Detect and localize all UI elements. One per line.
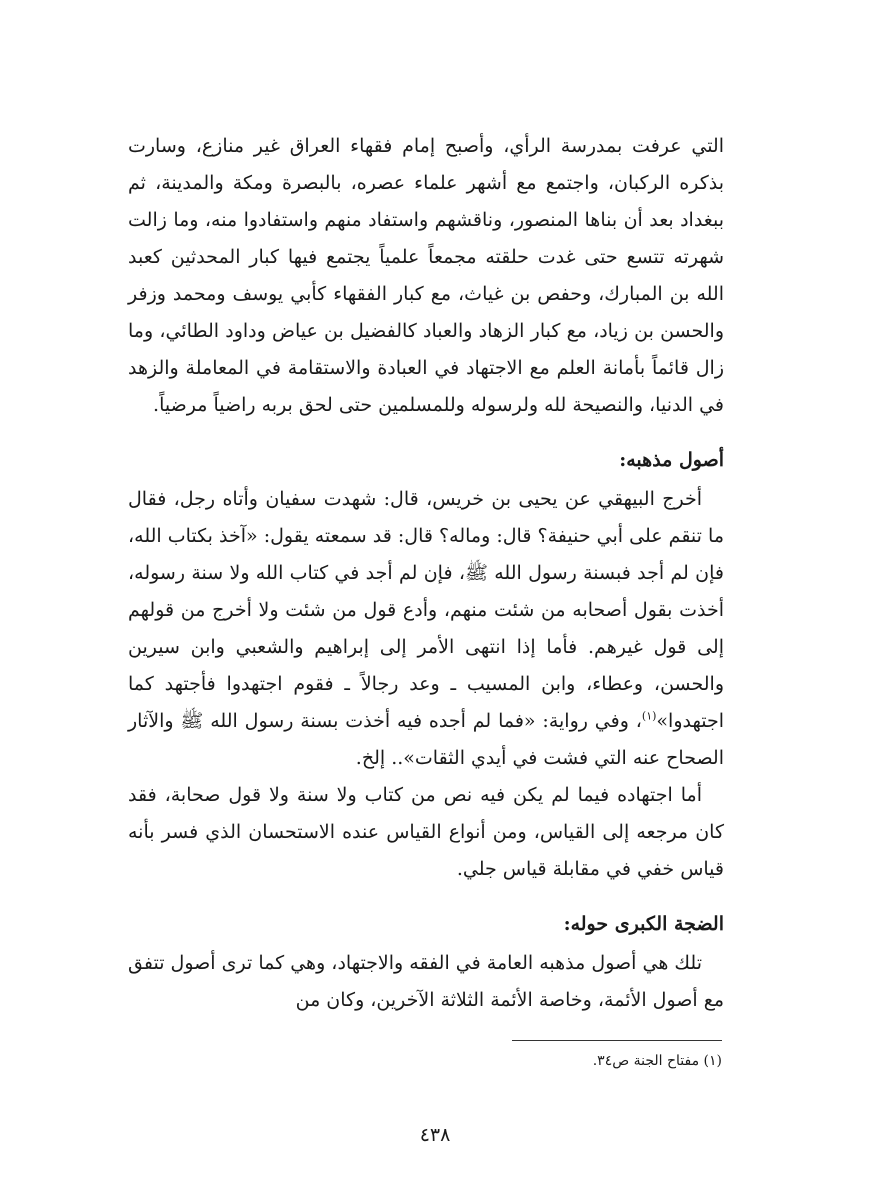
ijtihad-paragraph: أما اجتهاده فيما لم يكن فيه نص من كتاب ولا سنة ولا قول صحابة، فقد كان مرجعه إلى القياس، ومن أنواع القياس عنده الاستحسان الذي فسر بأنه قياس خفي في مقابلة قياس جلي. <box>128 784 724 880</box>
footnote-reference-1: (١) <box>641 709 657 723</box>
controversy-paragraph: تلك هي أصول مذهبه العامة في الفقه والاجتهاد، وهي كما ترى أصول تتفق مع أصول الأئمة، وخاصة الأئمة الثلاثة الآخرين، وكان من <box>128 952 724 1011</box>
bayhaqi-narration-paragraph <box>128 481 724 777</box>
page-number: ٤٣٨ <box>419 1124 451 1146</box>
section-heading-madhhab-principles: أصول مذهبه: <box>619 449 724 471</box>
intro-paragraph: التي عرفت بمدرسة الرأي، وأصبح إمام فقهاء العراق غير منازع، وسارت بذكره الركبان، واجتمع مع أشهر علماء عصره، بالبصرة ومكة والمدينة، ثم ببغداد بعد أن بناها المنصور، وناقشهم واستفاد منهم واستفادوا منه، وما زالت شهرته تتسع حتى غدت حلقته مجمعاً علمياً يجتمع فيها كبار المحدثين كعبد الله بن المبارك، وحفص بن غياث، مع كبار الفقهاء كأبي يوسف ومحمد وزفر والحسن بن زياد، مع كبار الزهاد والعباد كالفضيل بن عياض وداود الطائي، وما زال قائماً بأمانة العلم مع الاجتهاد في العبادة والاستقامة في المعاملة والزهد في الدنيا، والنصيحة لله ولرسوله وللمسلمين حتى لحق بربه راضياً مرضياً. <box>128 135 724 416</box>
footnote-1: (١) مفتاح الجنة ص٣٤. <box>592 1053 722 1069</box>
page-body <box>128 128 724 1019</box>
narration-text-after-ref: ، وفي رواية: «فما لم أجده فيه أخذت بسنة رسول الله ﷺ والآثار الصحاح عنه التي فشت في أيدي الثقات».. إلخ. <box>128 710 724 769</box>
footnote-divider <box>512 1040 722 1041</box>
narration-text-before-ref: أخرج البيهقي عن يحيى بن خريس، قال: شهدت سفيان وأتاه رجل، فقال ما تنقم على أبي حنيفة؟ قال: وماله؟ قال: قد سمعته يقول: «آخذ بكتاب الله، فإن لم أجد فبسنة رسول الله ﷺ، فإن لم أجد في كتاب الله ولا سنة رسوله، أخذت بقول أصحابه من شئت منهم، وأدع قول من شئت ولا أخرج من قولهم إلى قول غيرهم. فأما إذا انتهى الأمر إلى إبراهيم والشعبي وابن سيرين والحسن، وعطاء، وابن المسيب ـ وعد رجالاً ـ فقوم اجتهدوا فأجتهد كما اجتهدوا» <box>128 488 725 732</box>
section-heading-great-controversy: الضجة الكبرى حوله: <box>563 913 724 935</box>
